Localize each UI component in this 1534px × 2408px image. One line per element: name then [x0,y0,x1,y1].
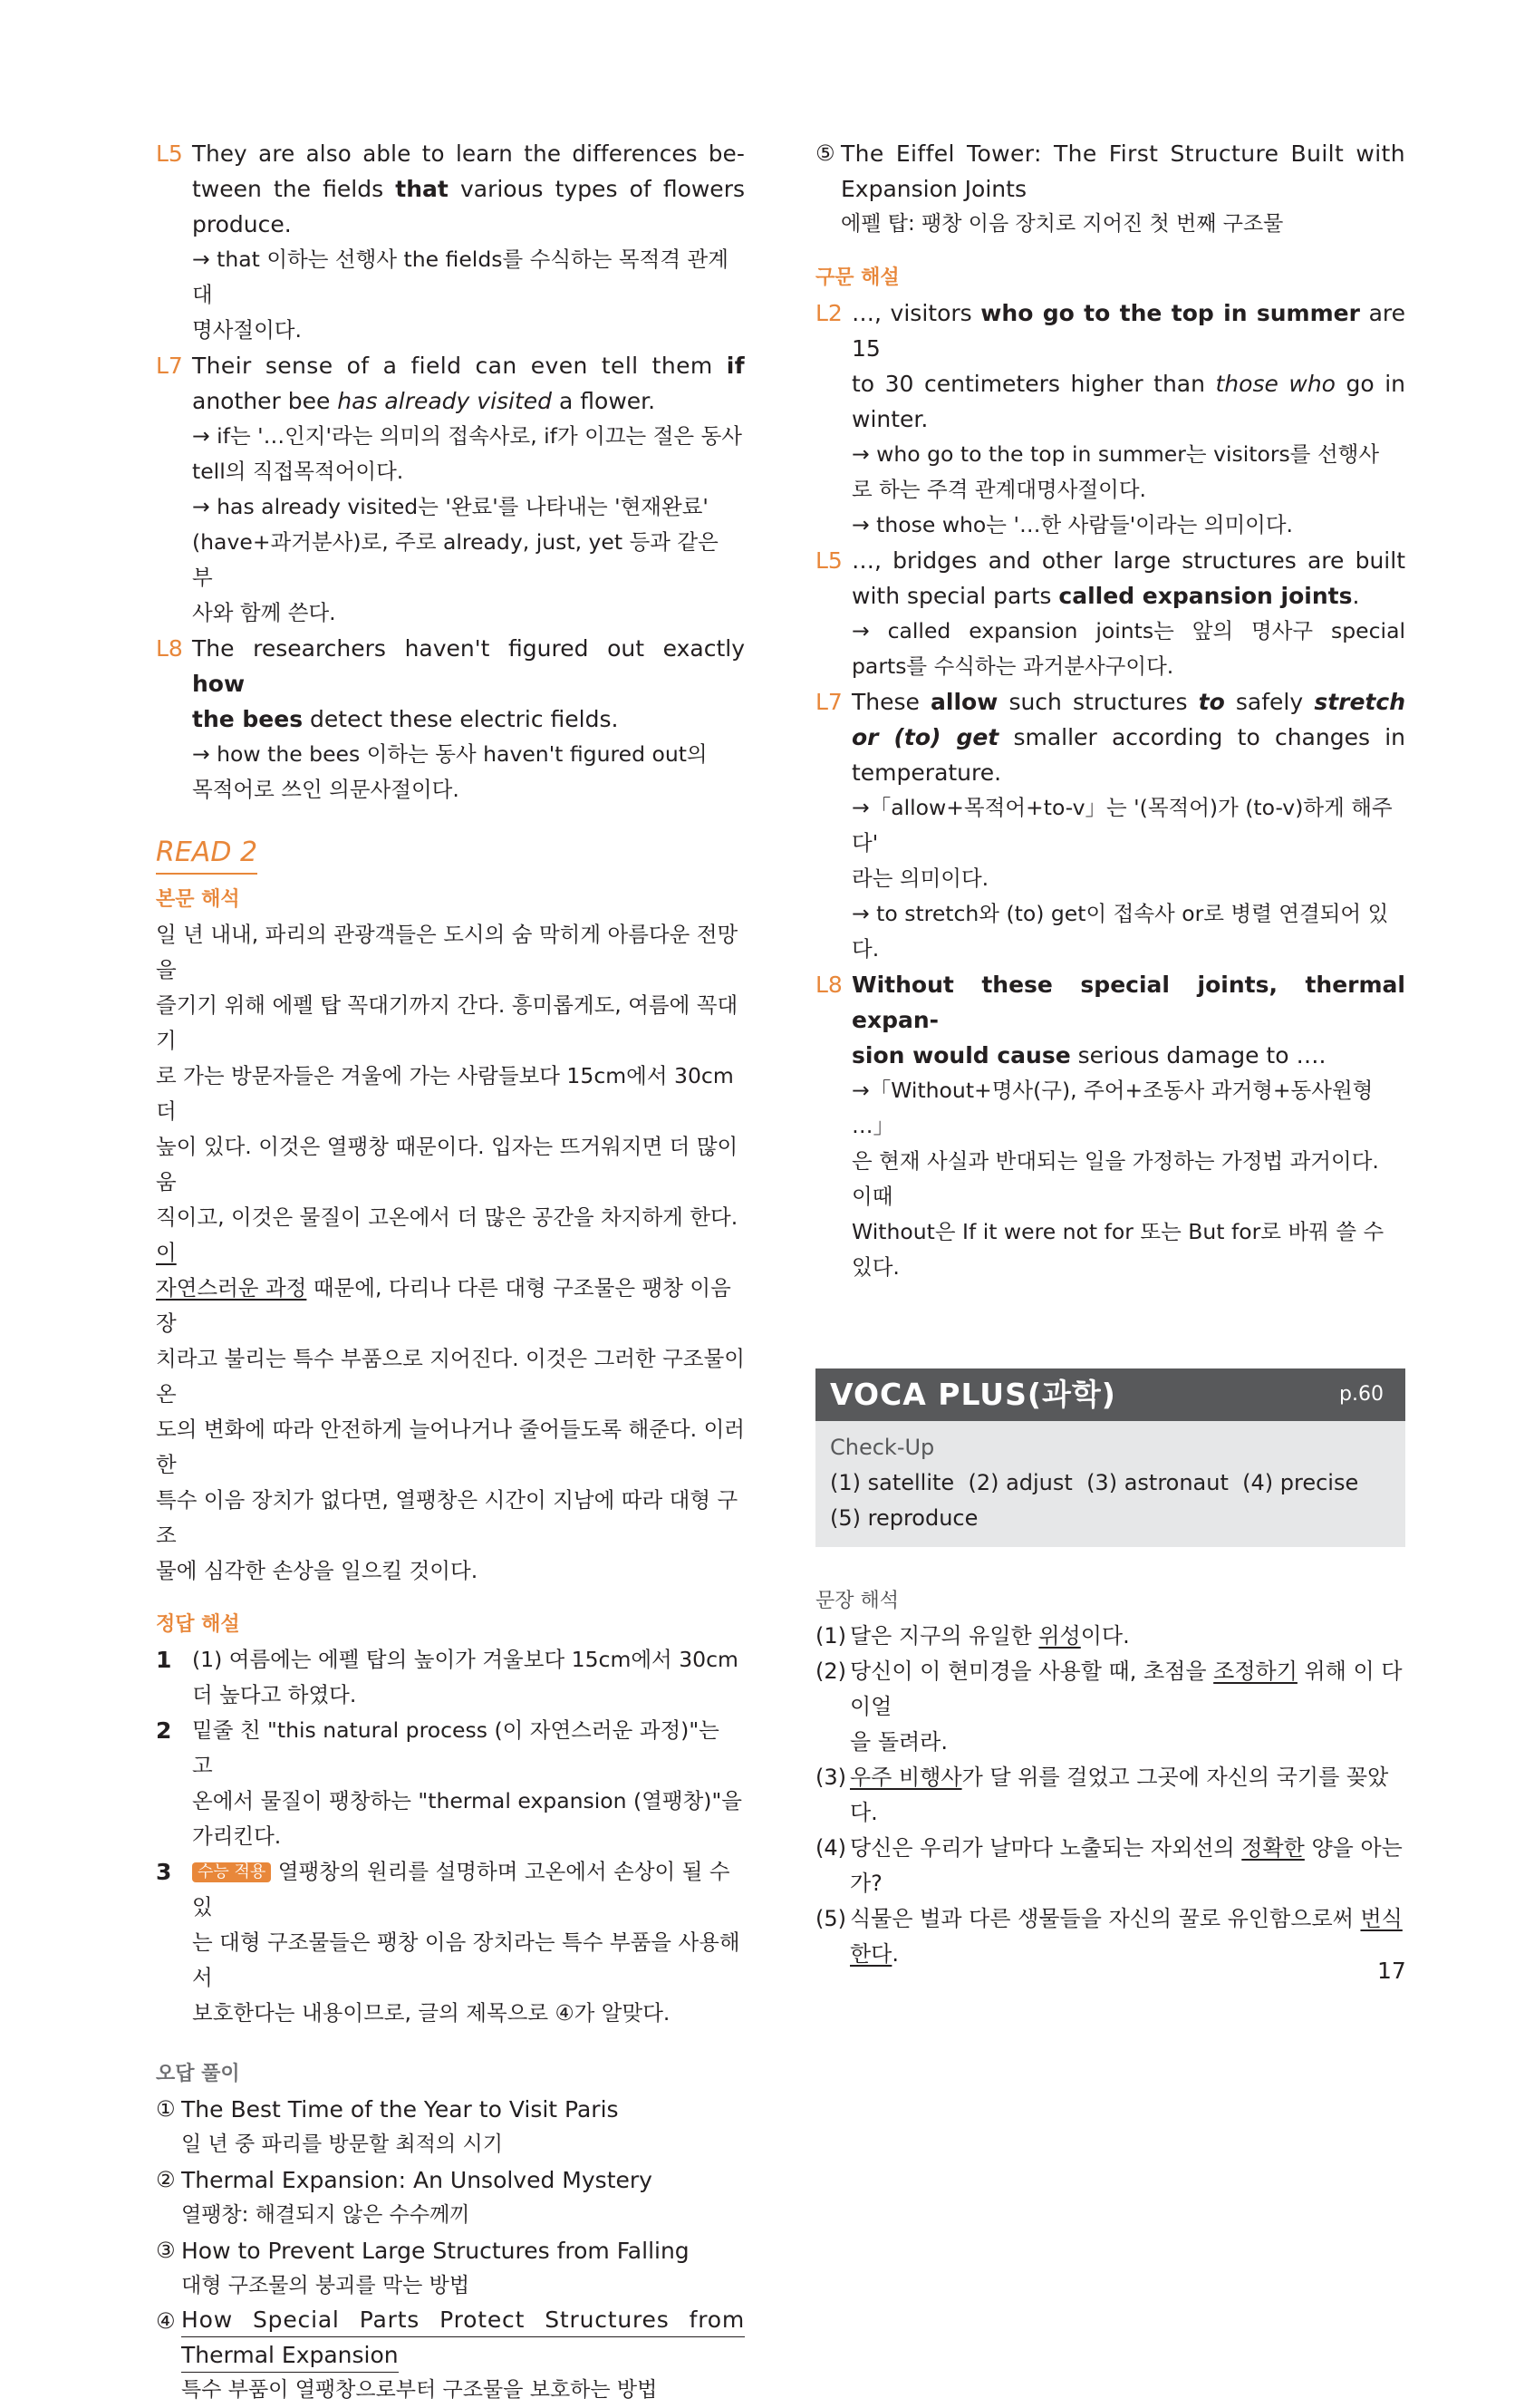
sentence-4: (4) 당신은 우리가 날마다 노출되는 자외선의 정확한 양을 아는가? [815,1835,1403,1896]
answer-item-2: 2 밑줄 친 "this natural process (이 자연스러운 과정)"는 고 온에서 물질이 팽창하는 "thermal expansion (열팽창)"을 가리킨다. [156,1717,742,1849]
option-5: ⑤ The Eiffel Tower: The First Structure Built with Expansion Joints [815,140,1405,202]
bonmun-heading: 본문 해석 [156,888,240,911]
note-line: 명사절이다. [192,317,302,343]
option-4-kr: 특수 부품이 열팽창으로부터 구조물을 보호하는 방법 [181,2378,658,2402]
translation-line: 물에 심각한 손상을 일으킬 것이다. [156,1558,478,1583]
note-line: 사와 함께 쓴다. [192,600,336,625]
note-line: 목적어로 쓰인 의문사절이다. [192,777,459,802]
english-sentence: The researchers haven't figured out exactly how [192,635,745,697]
check-up-label: Check-Up [830,1435,935,1460]
translation-line: 도의 변화에 따라 안전하게 늘어나거나 줄어들도록 해준다. 이러한 [156,1417,745,1477]
right-column [815,136,1405,1972]
voca-page-ref: p.60 [1339,1383,1384,1406]
sentence-3: (3) 우주 비행사가 달 위를 걸었고 그곳에 자신의 국기를 꽂았다. [815,1765,1389,1825]
voca-plus-body [815,1421,1405,1547]
grammar-item-l5 [156,136,745,348]
answer-heading: 정답 해설 [156,1613,240,1636]
sentence-5: (5) 식물은 벌과 다른 생물들을 자신의 꿀로 유인함으로써 번식 한다. [815,1906,1403,1967]
option-1-kr: 일 년 중 파리를 방문할 최적의 시기 [181,2132,503,2156]
line-label: L5 [156,140,183,167]
grammar-item-l7 [156,348,745,631]
sentence-1: (1) 달은 지구의 유일한 위성이다. [815,1623,1130,1649]
answer-item-3: 3 수능 적용 열팽창의 원리를 설명하며 고온에서 손상이 될 수 있 는 대형 구조물들은 팽창 이음 장치라는 특수 부품을 사용해서 보호한다는 내용이므로, 글의 제목으로 ④가 알맞다. [156,1859,740,2026]
grammar-item-l5-right: L5 …, bridges and other large structures are built with special parts called expansion joints. → called expansion joints는 앞의 명사구 special parts를 수식하는 과거분사구이다. [815,547,1405,679]
translation-line: 일 년 내내, 파리의 관광객들은 도시의 숨 막히게 아름다운 전망을 [156,922,738,982]
option-2: ② Thermal Expansion: An Unsolved Mystery [156,2167,652,2193]
option-2-kr: 열팽창: 해결되지 않은 수수께끼 [181,2203,470,2227]
note-line: → has already visited는 '완료'를 나타내는 '현재완료' [192,494,709,519]
english-sentence: produce. [192,211,292,237]
option-5-kr: 에펠 탑: 팽창 이음 장치로 지어진 첫 번째 구조물 [841,212,1284,236]
option-3: ③ How to Prevent Large Structures from Falling [156,2238,690,2264]
grammar-item-l8-right: L8 Without these special joints, thermal expan- sion would cause serious damage to …. →「Without+명사(구), 주어+조동사 과거형+동사원형 …」 은 현재 사실과 반대되는 일을 가정하는 가정법 과거이다. 이때 Without은 If it were not for 또는 But for로 바꿔 쓸 수 있다. [815,972,1405,1280]
english-sentence: the bees detect these electric fields. [192,706,619,732]
grammar-item-l2: L2 …, visitors who go to the top in summer are 15 to 30 centimeters higher than those who go in winter. → who go to the top in summer는 visitors를 선행사 로 하는 주격 관계대명사절이다. → those who는 '…한 사람들'이라는 의미이다. [815,300,1405,537]
check-up-answers: (1) satellite (2) adjust (3) astronaut (4) precise [830,1470,1359,1495]
english-sentence: tween the fields that various types of flowers [192,176,745,202]
wrong-answer-heading: 오답 풀이 [156,2063,240,2085]
note-line: → that 이하는 선행사 the fields를 수식하는 목적격 관계대 [192,247,728,307]
translation-line: 치라고 불리는 특수 부품으로 지어진다. 이것은 그러한 구조물이 온 [156,1346,745,1407]
voca-plus-box [815,1368,1405,1547]
english-sentence: another bee has already visited a flower. [192,388,656,414]
check-up-answers: (5) reproduce [830,1505,979,1531]
voca-plus-title: VOCA PLUS(과학) [830,1377,1116,1412]
sentence-heading: 문장 해석 [815,1590,900,1612]
grammar-item-l8 [156,631,745,808]
gumun-heading: 구문 해설 [815,266,900,289]
option-3-kr: 대형 구조물의 붕괴를 막는 방법 [181,2274,470,2297]
suneung-badge: 수능 적용 [192,1862,271,1882]
translation-line: 자연스러운 과정 때문에, 다리나 다른 대형 구조물은 팽창 이음 장 [156,1275,731,1336]
option-4: ④ How Special Parts Protect Structures from Thermal Expansion [156,2304,745,2373]
note-line: tell의 직접목적어이다. [192,459,404,484]
sentence-2: (2) 당신이 이 현미경을 사용할 때, 초점을 조정하기 위해 이 다이얼 을 돌려라. [815,1659,1403,1755]
left-column [156,136,745,2408]
option-1: ① The Best Time of the Year to Visit Paris [156,2096,619,2123]
english-sentence: They are also able to learn the differences be- [192,140,745,167]
read2-title: READ 2 [156,835,257,875]
answer-item-1: 1 (1) 여름에는 에펠 탑의 높이가 겨울보다 15cm에서 30cm 더 높다고 하였다. [156,1647,738,1707]
note-line: (have+과거분사)로, 주로 already, just, yet 등과 같은 부 [192,529,719,590]
translation-line: 특수 이음 장치가 없다면, 열팽창은 시간이 지남에 따라 대형 구조 [156,1487,738,1548]
line-label: L8 [156,635,183,662]
line-label: L7 [156,353,183,379]
translation-line: 즐기기 위해 에펠 탑 꼭대기까지 간다. 흥미롭게도, 여름에 꼭대기 [156,992,738,1053]
translation-line: 높이 있다. 이것은 열팽창 때문이다. 입자는 뜨거워지면 더 많이 움 [156,1134,738,1194]
page-number: 17 [1377,1958,1406,1984]
note-line: → how the bees 이하는 동사 haven't figured out의 [192,741,708,767]
note-line: → if는 '…인지'라는 의미의 접속사로, if가 이끄는 절은 동사 [192,423,742,449]
grammar-item-l7-right: L7 These allow such structures to safely stretch or (to) get smaller according to changes in temperature. →「allow+목적어+to-v」는 '(목적어)가 (to-v)하게 해주다' 라는 의미이다. → to stretch와 (to) get이 접속사 or로 병렬 연결되어 있다. [815,689,1405,962]
translation-paragraph [156,917,745,1589]
translation-line: 직이고, 이것은 물질이 고온에서 더 많은 공간을 차지하게 한다. 이 [156,1204,738,1265]
translation-line: 로 가는 방문자들은 겨울에 가는 사람들보다 15cm에서 30cm 더 [156,1063,734,1124]
english-sentence: Their sense of a field can even tell them if [192,353,745,379]
voca-plus-header [815,1368,1405,1421]
